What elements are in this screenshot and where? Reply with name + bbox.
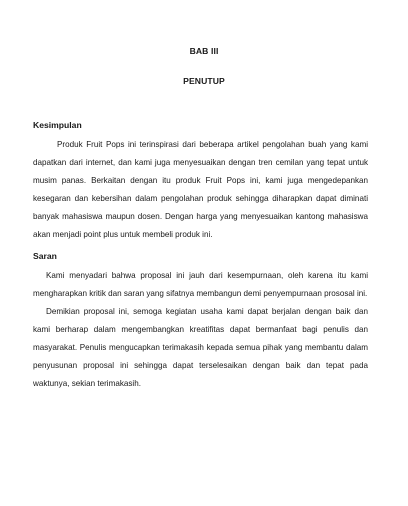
section-heading-kesimpulan: Kesimpulan [33,120,82,130]
chapter-title: PENUTUP [183,76,225,86]
section-saran [33,251,368,393]
saran-paragraph-1: Kami menyadari bahwa proposal ini jauh dari kesempurnaan, oleh karena itu kami mengharapkan kritik dan saran yang sifatnya membangun demi penyempurnaan prososal ini. [33,271,368,298]
saran-paragraph-2: Demikian proposal ini, semoga kegiatan usaha kami dapat berjalan dengan baik dan kami berharap dalam mengembangkan kreatifitas dapat bermanfaat bagi penulis dan masyarakat. Penulis mengucapkan terimakasih kepada semua pihak yang membantu dalam penyusunan proposal ini sehingga dapat terselesaikan dengan baik dan tepat pada waktunya, sekian terimakasih. [33,307,368,388]
section-heading-saran: Saran [33,251,57,261]
kesimpulan-paragraph: Produk Fruit Pops ini terinspirasi dari beberapa artikel pengolahan buah yang kami dapatkan dari internet, dan kami juga menyesuaikan dengan tren cemilan yang tepat untuk musim panas. Berkaitan dengan itu produk Fruit Pops ini, kami juga mengedepankan kesegaran dan kebersihan dalam pengolahan produk sehingga diharapkan dapat diminati banyak mahasiswa maupun dosen. Dengan harga yang menyesuaikan kantong mahasiswa akan menjadi point plus untuk membeli produk ini. [33,140,368,239]
chapter-number: BAB III [189,46,219,56]
section-kesimpulan [33,120,368,244]
